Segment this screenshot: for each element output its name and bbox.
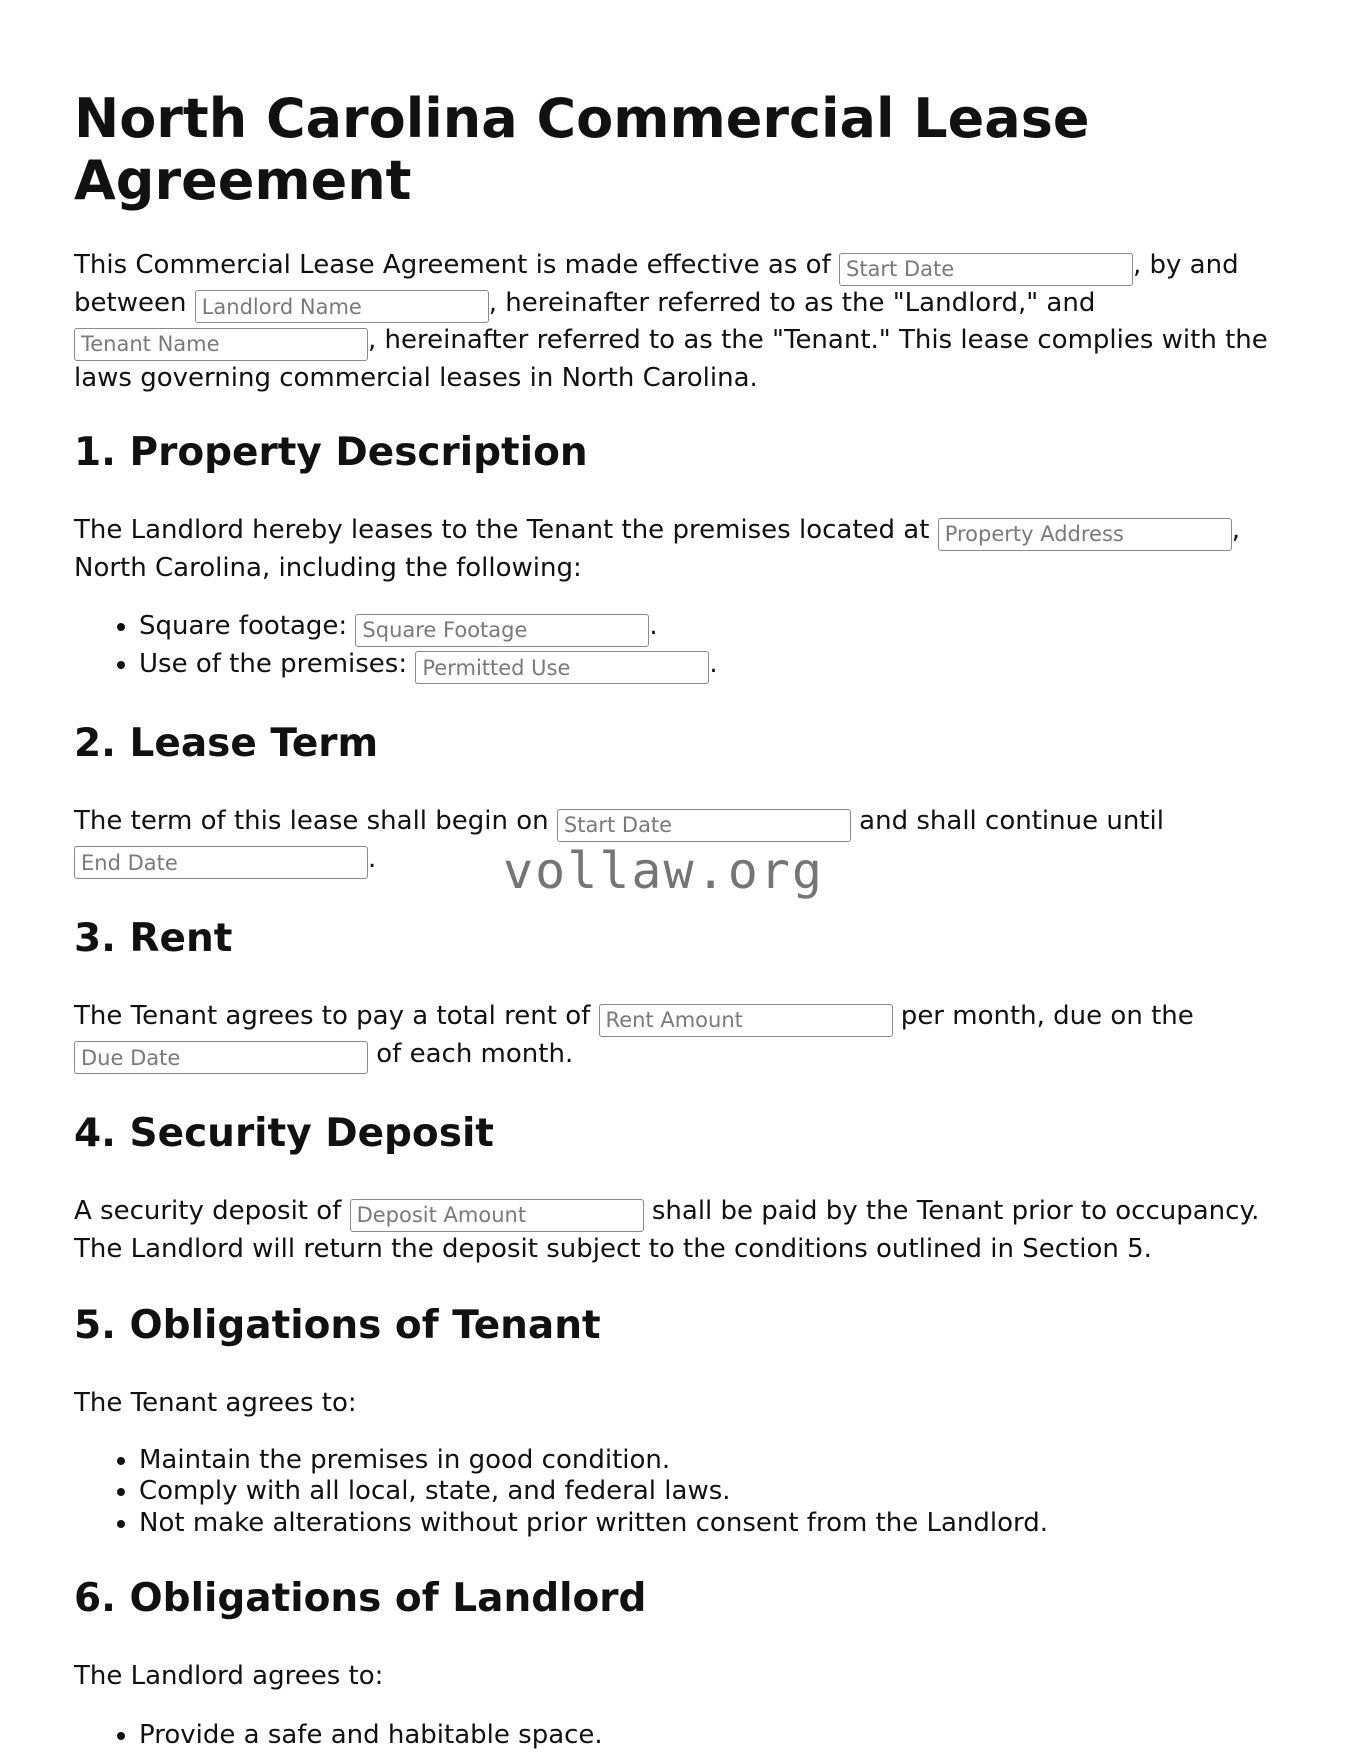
section-6-lead: The Landlord agrees to: — [74, 1659, 1274, 1694]
section-3-paragraph — [74, 999, 1274, 1074]
section-4-text-2: shall be paid by the Tenant prior to occupancy. The Landlord will return the deposit subject to the conditions outlined in Section 5. — [74, 1196, 1259, 1264]
lease-start-date-input[interactable] — [557, 809, 851, 842]
section-6-heading: 6. Obligations of Landlord — [74, 1575, 1274, 1623]
tenant-obligations-list — [74, 1445, 1274, 1540]
effective-date-input[interactable] — [839, 253, 1133, 286]
section-3-text-2: per month, due on the — [893, 1001, 1194, 1031]
list-item — [139, 609, 1274, 647]
square-footage-input[interactable] — [355, 614, 649, 647]
landlord-obligations-list — [74, 1718, 1274, 1752]
intro-paragraph — [74, 248, 1274, 395]
section-3-text-1: The Tenant agrees to pay a total rent of — [74, 1001, 599, 1031]
section-2-heading: 2. Lease Term — [74, 720, 1274, 768]
property-address-input[interactable] — [938, 518, 1232, 551]
rent-amount-input[interactable] — [599, 1004, 893, 1037]
list-item-end: . — [709, 649, 717, 679]
intro-text-2: , by and between — [74, 250, 1239, 318]
section-1-text-1: The Landlord hereby leases to the Tenant the premises located at — [74, 515, 938, 545]
permitted-use-label: Use of the premises: — [139, 649, 415, 679]
section-4-heading: 4. Security Deposit — [74, 1110, 1274, 1158]
section-2-text-1: The term of this lease shall begin on — [74, 806, 557, 836]
intro-text-4: , hereinafter referred to as the "Tenant." This lease complies with the laws governing commercial leases in North Carolina. — [74, 325, 1268, 393]
section-1-paragraph — [74, 513, 1274, 585]
list-item: • Comply with all local, state, and federal laws. — [139, 1476, 1274, 1508]
list-item-end: . — [649, 611, 657, 641]
landlord-name-input[interactable] — [195, 290, 489, 323]
list-item: • Maintain the premises in good condition. — [139, 1445, 1274, 1477]
list-item: • Not make alterations without prior written consent from the Landlord. — [139, 1508, 1274, 1540]
section-1-heading: 1. Property Description — [74, 429, 1274, 477]
list-item — [139, 647, 1274, 685]
due-date-input[interactable] — [74, 1041, 368, 1074]
section-4-paragraph — [74, 1194, 1274, 1266]
intro-text-3: , hereinafter referred to as the "Landlord," and — [489, 288, 1096, 318]
section-1-text-2: , North Carolina, including the following: — [74, 515, 1240, 583]
deposit-amount-input[interactable] — [350, 1199, 644, 1232]
list-item: • Provide a safe and habitable space. — [139, 1718, 1274, 1752]
lease-end-date-input[interactable] — [74, 846, 368, 879]
property-details-list — [74, 609, 1274, 684]
section-3-heading: 3. Rent — [74, 915, 1274, 963]
section-2-text-3: . — [368, 844, 376, 874]
section-3-text-3: of each month. — [368, 1039, 573, 1069]
intro-text-1: This Commercial Lease Agreement is made effective as of — [74, 250, 839, 280]
tenant-name-input[interactable] — [74, 328, 368, 361]
section-5-heading: 5. Obligations of Tenant — [74, 1302, 1274, 1350]
section-5-lead: The Tenant agrees to: — [74, 1386, 1274, 1421]
section-4-text-1: A security deposit of — [74, 1196, 350, 1226]
page-title: North Carolina Commercial Lease Agreement — [74, 88, 1274, 212]
permitted-use-input[interactable] — [415, 651, 709, 684]
document-page — [74, 88, 1274, 1752]
section-2-text-2: and shall continue until — [851, 806, 1164, 836]
watermark: vollaw.org — [503, 842, 824, 900]
square-footage-label: Square footage: — [139, 611, 355, 641]
